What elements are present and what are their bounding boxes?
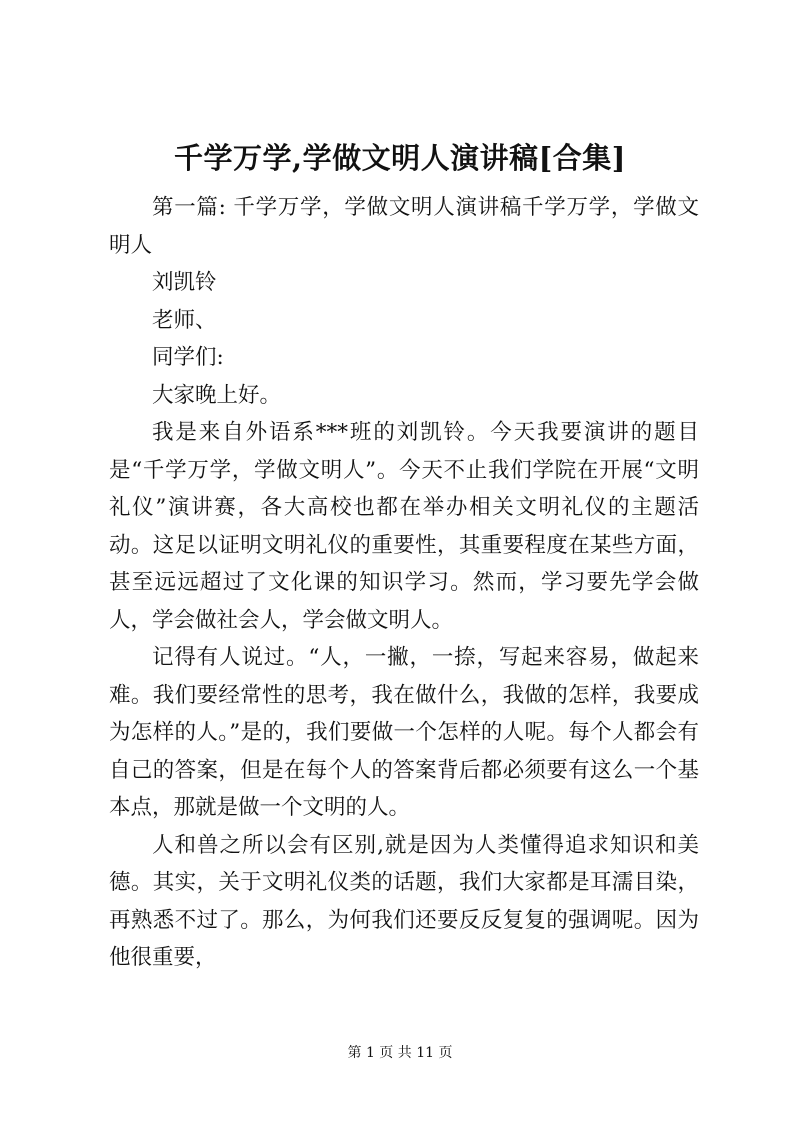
paragraph-heading: 第一篇: 千学万学，学做文明人演讲稿千学万学，学做文明人	[109, 195, 699, 258]
document-body	[109, 189, 699, 977]
paragraph-good-evening: 大家晚上好。	[152, 382, 282, 408]
document-title: 千学万学,学做文明人演讲稿[合集]	[173, 141, 627, 175]
paragraph-greeting-teachers: 老师、	[152, 307, 217, 333]
paragraph-intro: 我是来自外语系***班的刘凯铃。今天我要演讲的题目是“千学万学，学做文明人”。今天不止我们学院在开展“文明礼仪”演讲赛，各大高校也都在举办相关文明礼仪的主题活动。这足以证明文明礼仪的重要性，其重要程度在某些方面，甚至远远超过了文化课的知识学习。然而，学习要先学会做人，学会做社会人，学会做文明人。	[109, 420, 699, 633]
paragraph-virtue: 人和兽之所以会有区别,就是因为人类懂得追求知识和美德。其实，关于文明礼仪类的话题，我们大家都是耳濡目染，再熟悉不过了。那么，为何我们还要反反复复的强调呢。因为他很重要，	[109, 832, 699, 970]
paragraph-greeting-students: 同学们:	[152, 345, 224, 370]
paragraph-author: 刘凯铃	[152, 270, 217, 295]
paragraph-quote: 记得有人说过。“人，一撇，一捺，写起来容易，做起来难。我们要经常性的思考，我在做什么，我做的怎样，我要成为怎样的人。”是的，我们要做一个怎样的人呢。每个人都会有自己的答案，但是在每个人的答案背后都必须要有这么一个基本点，那就是做一个文明的人。	[109, 645, 699, 820]
page-footer: 第 1 页 共 11 页	[347, 1045, 453, 1061]
